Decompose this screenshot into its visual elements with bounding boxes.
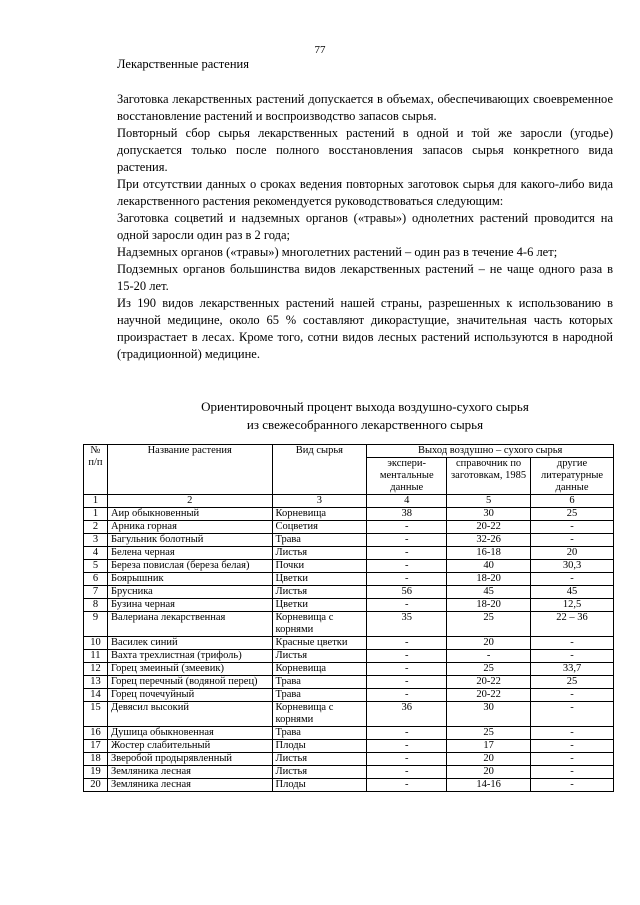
row-number: 17 (84, 740, 108, 753)
plant-name: Боярышник (107, 573, 272, 586)
row-number: 14 (84, 689, 108, 702)
table-row (84, 573, 614, 586)
paragraph: Повторный сбор сырья лекарственных растений в одной и той же заросли (угодье) допускается только после полного восстановления запасов сырья конкретного вида растения. (117, 126, 613, 174)
paragraph: Надземных органов («травы») многолетних растений – один раз в течение 4-6 лет; (117, 245, 558, 259)
plant-name: Горец перечный (водяной перец) (107, 676, 272, 689)
yield-lit: - (531, 753, 614, 766)
col-header-num: № п/п (84, 445, 108, 495)
raw-material: Корневища с корнями (272, 702, 367, 727)
row-number: 2 (84, 521, 108, 534)
yield-ref: 25 (447, 727, 531, 740)
table-row (84, 612, 614, 637)
yield-lit: - (531, 689, 614, 702)
yield-lit: 25 (531, 508, 614, 521)
plant-name: Арника горная (107, 521, 272, 534)
plant-name: Белена черная (107, 547, 272, 560)
col-header-ref: справочник по заготовкам, 1985 (447, 458, 531, 495)
plant-name: Душица обыкновенная (107, 727, 272, 740)
row-number: 20 (84, 779, 108, 792)
raw-material: Листья (272, 586, 367, 599)
raw-material: Листья (272, 650, 367, 663)
body-text (117, 91, 613, 363)
row-number: 13 (84, 676, 108, 689)
section-title: Лекарственные растения (117, 57, 249, 71)
yield-exp: - (367, 727, 447, 740)
table-row (84, 650, 614, 663)
row-number: 6 (84, 573, 108, 586)
yield-lit: - (531, 534, 614, 547)
yield-exp: - (367, 560, 447, 573)
plant-name: Вахта трехлистная (трифоль) (107, 650, 272, 663)
yield-exp: - (367, 740, 447, 753)
plant-name: Девясил высокий (107, 702, 272, 727)
yield-exp: - (367, 676, 447, 689)
table-row (84, 689, 614, 702)
yield-ref: 16-18 (447, 547, 531, 560)
yield-lit: - (531, 727, 614, 740)
yield-exp: - (367, 766, 447, 779)
table-row (84, 521, 614, 534)
raw-material: Красные цветки (272, 637, 367, 650)
yield-lit: - (531, 521, 614, 534)
yield-lit: - (531, 702, 614, 727)
raw-material: Плоды (272, 779, 367, 792)
table-row (84, 637, 614, 650)
yield-ref: 18-20 (447, 599, 531, 612)
yield-exp: 36 (367, 702, 447, 727)
col-header-exp: экспери-ментальные данные (367, 458, 447, 495)
plant-name: Валериана лекарственная (107, 612, 272, 637)
plant-name: Горец змеиный (змеевик) (107, 663, 272, 676)
row-number: 15 (84, 702, 108, 727)
raw-material: Листья (272, 753, 367, 766)
plant-name: Земляника лесная (107, 779, 272, 792)
yield-lit: 20 (531, 547, 614, 560)
raw-material: Плоды (272, 740, 367, 753)
col-header-type: Вид сырья (272, 445, 367, 495)
row-number: 16 (84, 727, 108, 740)
table-row (84, 586, 614, 599)
plant-name: Багульник болотный (107, 534, 272, 547)
raw-material: Соцветия (272, 521, 367, 534)
row-number: 10 (84, 637, 108, 650)
index-cell: 5 (447, 495, 531, 508)
yield-ref: 25 (447, 612, 531, 637)
yield-lit: - (531, 637, 614, 650)
row-number: 19 (84, 766, 108, 779)
yield-exp: - (367, 637, 447, 650)
yield-lit: 12,5 (531, 599, 614, 612)
yield-lit: 45 (531, 586, 614, 599)
yield-lit: - (531, 766, 614, 779)
row-number: 1 (84, 508, 108, 521)
col-header-yield: Выход воздушно – сухого сырья (367, 445, 614, 458)
col-header-lit: другие литературные данные (531, 458, 614, 495)
plant-name: Береза повислая (береза белая) (107, 560, 272, 573)
plant-name: Брусника (107, 586, 272, 599)
raw-material: Трава (272, 727, 367, 740)
row-number: 11 (84, 650, 108, 663)
index-cell: 3 (272, 495, 367, 508)
plant-name: Горец почечуйный (107, 689, 272, 702)
yield-lit: - (531, 573, 614, 586)
index-cell: 1 (84, 495, 108, 508)
yield-ref: 40 (447, 560, 531, 573)
plant-name: Земляника лесная (107, 766, 272, 779)
yield-ref: 30 (447, 702, 531, 727)
index-cell: 4 (367, 495, 447, 508)
raw-material: Корневища с корнями (272, 612, 367, 637)
yield-exp: - (367, 534, 447, 547)
yield-ref: 20-22 (447, 689, 531, 702)
raw-material: Корневища (272, 508, 367, 521)
raw-material: Цветки (272, 599, 367, 612)
row-number: 4 (84, 547, 108, 560)
yield-ref: 20-22 (447, 676, 531, 689)
yield-exp: 38 (367, 508, 447, 521)
raw-material: Почки (272, 560, 367, 573)
yield-ref: 32-26 (447, 534, 531, 547)
table-row (84, 599, 614, 612)
index-cell: 2 (107, 495, 272, 508)
table-title (117, 398, 613, 434)
page-number: 77 (314, 44, 326, 56)
raw-material: Корневища (272, 663, 367, 676)
yield-lit: 25 (531, 676, 614, 689)
plant-name: Аир обыкновенный (107, 508, 272, 521)
row-number: 3 (84, 534, 108, 547)
yield-ref: 20 (447, 637, 531, 650)
yield-lit: 33,7 (531, 663, 614, 676)
herbs-table (83, 444, 614, 792)
row-number: 8 (84, 599, 108, 612)
table-row (84, 702, 614, 727)
yield-exp: - (367, 599, 447, 612)
yield-lit: - (531, 650, 614, 663)
plant-name: Зверобой продырявленный (107, 753, 272, 766)
row-number: 7 (84, 586, 108, 599)
yield-ref: 20 (447, 766, 531, 779)
raw-material: Трава (272, 689, 367, 702)
yield-exp: 35 (367, 612, 447, 637)
col-header-name: Название растения (107, 445, 272, 495)
yield-exp: - (367, 779, 447, 792)
yield-ref: - (447, 650, 531, 663)
raw-material: Листья (272, 766, 367, 779)
table-row (84, 766, 614, 779)
index-row (84, 495, 614, 508)
table-row (84, 779, 614, 792)
table-row (84, 534, 614, 547)
raw-material: Цветки (272, 573, 367, 586)
yield-exp: - (367, 753, 447, 766)
yield-exp: - (367, 573, 447, 586)
paragraph: Заготовка соцветий и надземных органов («травы») однолетних растений проводится на одной заросли один раз в 2 года; (117, 211, 613, 242)
row-number: 18 (84, 753, 108, 766)
row-number: 5 (84, 560, 108, 573)
yield-lit: 22 – 36 (531, 612, 614, 637)
row-number: 12 (84, 663, 108, 676)
yield-ref: 14-16 (447, 779, 531, 792)
row-number: 9 (84, 612, 108, 637)
yield-exp: 56 (367, 586, 447, 599)
yield-ref: 30 (447, 508, 531, 521)
yield-ref: 20-22 (447, 521, 531, 534)
table-row (84, 727, 614, 740)
plant-name: Жостер слабительный (107, 740, 272, 753)
paragraph: Из 190 видов лекарственных растений нашей страны, разрешенных к использованию в научной медицине, около 65 % составляют дикорастущие, значительная часть которых произрастает в лесах. Кроме того, сотни видов лесных растений используются в народной (традиционной) медицине. (117, 296, 613, 361)
yield-ref: 20 (447, 753, 531, 766)
table-row (84, 663, 614, 676)
yield-ref: 17 (447, 740, 531, 753)
yield-exp: - (367, 689, 447, 702)
paragraph: Подземных органов большинства видов лекарственных растений – не чаще одного раза в 15-20 лет. (117, 262, 613, 293)
yield-exp: - (367, 650, 447, 663)
table-row (84, 740, 614, 753)
table-row (84, 508, 614, 521)
table-row (84, 676, 614, 689)
yield-exp: - (367, 663, 447, 676)
table-row (84, 753, 614, 766)
yield-exp: - (367, 521, 447, 534)
table-row (84, 560, 614, 573)
raw-material: Листья (272, 547, 367, 560)
table-title-line: из свежесобранного лекарственного сырья (246, 417, 484, 432)
yield-exp: - (367, 547, 447, 560)
yield-ref: 45 (447, 586, 531, 599)
yield-ref: 25 (447, 663, 531, 676)
index-cell: 6 (531, 495, 614, 508)
plant-name: Бузина черная (107, 599, 272, 612)
yield-lit: - (531, 779, 614, 792)
table-title-line: Ориентировочный процент выхода воздушно-сухого сырья (201, 399, 529, 414)
paragraph: При отсутствии данных о сроках ведения повторных заготовок сырья для какого-либо вида лекарственного растения рекомендуется руководствоваться следующим: (117, 177, 613, 208)
yield-lit: 30,3 (531, 560, 614, 573)
yield-ref: 18-20 (447, 573, 531, 586)
table-row (84, 547, 614, 560)
plant-name: Василек синий (107, 637, 272, 650)
raw-material: Трава (272, 534, 367, 547)
yield-lit: - (531, 740, 614, 753)
paragraph: Заготовка лекарственных растений допускается в объемах, обеспечивающих своевременное восстановление растений и воспроизводство запасов сырья. (117, 92, 613, 123)
raw-material: Трава (272, 676, 367, 689)
